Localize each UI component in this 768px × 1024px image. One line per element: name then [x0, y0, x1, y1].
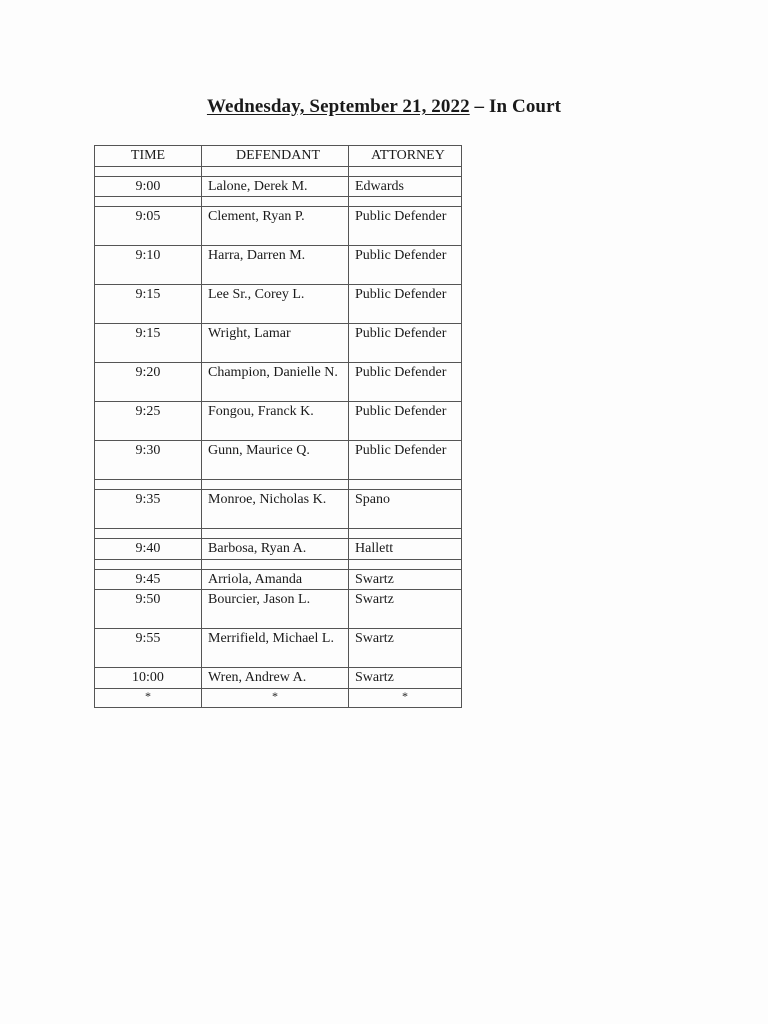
- defendant-cell: *: [202, 688, 349, 707]
- attorney-cell: Public Defender: [349, 402, 462, 441]
- table-row: [95, 590, 462, 629]
- attorney-cell: Public Defender: [349, 363, 462, 402]
- attorney-cell: Public Defender: [349, 207, 462, 246]
- table-row: [95, 441, 462, 480]
- time-cell: 9:45: [95, 569, 202, 590]
- table-row: [95, 629, 462, 668]
- page-title: [0, 96, 768, 118]
- defendant-cell: Monroe, Nicholas K.: [202, 490, 349, 529]
- table-row: [95, 246, 462, 285]
- defendant-cell: Champion, Danielle N.: [202, 363, 349, 402]
- table-spacer-row: [95, 559, 462, 569]
- empty-cell: [349, 480, 462, 490]
- empty-cell: [349, 559, 462, 569]
- defendant-cell: Barbosa, Ryan A.: [202, 539, 349, 560]
- empty-cell: [95, 197, 202, 207]
- table-row: [95, 285, 462, 324]
- attorney-cell: Spano: [349, 490, 462, 529]
- time-cell: 9:30: [95, 441, 202, 480]
- table-spacer-row: [95, 529, 462, 539]
- time-cell: 9:50: [95, 590, 202, 629]
- title-suffix: – In Court: [469, 96, 562, 117]
- table-row: [95, 668, 462, 689]
- defendant-cell: Lalone, Derek M.: [202, 176, 349, 197]
- table-row: [95, 363, 462, 402]
- table-header-row: [95, 146, 462, 167]
- header-attorney: ATTORNEY: [349, 146, 462, 167]
- attorney-cell: Swartz: [349, 629, 462, 668]
- attorney-cell: Swartz: [349, 569, 462, 590]
- table-spacer-row: [95, 480, 462, 490]
- table-row: [95, 207, 462, 246]
- attorney-cell: Swartz: [349, 668, 462, 689]
- court-schedule-table: [94, 145, 462, 708]
- time-cell: 9:00: [95, 176, 202, 197]
- empty-cell: [202, 166, 349, 176]
- attorney-cell: Public Defender: [349, 246, 462, 285]
- attorney-cell: Hallett: [349, 539, 462, 560]
- table-row: [95, 569, 462, 590]
- empty-cell: [95, 559, 202, 569]
- table-spacer-row: [95, 197, 462, 207]
- defendant-cell: Clement, Ryan P.: [202, 207, 349, 246]
- time-cell: 10:00: [95, 668, 202, 689]
- defendant-cell: Lee Sr., Corey L.: [202, 285, 349, 324]
- table-row: [95, 490, 462, 529]
- defendant-cell: Wren, Andrew A.: [202, 668, 349, 689]
- defendant-cell: Harra, Darren M.: [202, 246, 349, 285]
- table-row: [95, 176, 462, 197]
- empty-cell: [349, 529, 462, 539]
- table-body: [95, 166, 462, 707]
- empty-cell: [95, 480, 202, 490]
- table-row: [95, 402, 462, 441]
- time-cell: 9:25: [95, 402, 202, 441]
- time-cell: 9:15: [95, 324, 202, 363]
- header-time: TIME: [95, 146, 202, 167]
- table-row: [95, 539, 462, 560]
- attorney-cell: Edwards: [349, 176, 462, 197]
- attorney-cell: Public Defender: [349, 441, 462, 480]
- table-spacer-row: [95, 166, 462, 176]
- defendant-cell: Wright, Lamar: [202, 324, 349, 363]
- empty-cell: [349, 166, 462, 176]
- attorney-cell: *: [349, 688, 462, 707]
- empty-cell: [202, 197, 349, 207]
- defendant-cell: Fongou, Franck K.: [202, 402, 349, 441]
- empty-cell: [202, 559, 349, 569]
- empty-cell: [349, 197, 462, 207]
- time-cell: 9:10: [95, 246, 202, 285]
- time-cell: 9:40: [95, 539, 202, 560]
- defendant-cell: Bourcier, Jason L.: [202, 590, 349, 629]
- time-cell: 9:15: [95, 285, 202, 324]
- empty-cell: [202, 480, 349, 490]
- header-defendant: DEFENDANT: [202, 146, 349, 167]
- time-cell: 9:55: [95, 629, 202, 668]
- empty-cell: [95, 529, 202, 539]
- title-date: Wednesday, September 21, 2022: [206, 96, 470, 117]
- defendant-cell: Merrifield, Michael L.: [202, 629, 349, 668]
- time-cell: *: [95, 688, 202, 707]
- empty-cell: [202, 529, 349, 539]
- table-row: [95, 324, 462, 363]
- time-cell: 9:20: [95, 363, 202, 402]
- attorney-cell: Swartz: [349, 590, 462, 629]
- attorney-cell: Public Defender: [349, 285, 462, 324]
- table-row: [95, 688, 462, 707]
- defendant-cell: Arriola, Amanda: [202, 569, 349, 590]
- empty-cell: [95, 166, 202, 176]
- time-cell: 9:35: [95, 490, 202, 529]
- defendant-cell: Gunn, Maurice Q.: [202, 441, 349, 480]
- attorney-cell: Public Defender: [349, 324, 462, 363]
- time-cell: 9:05: [95, 207, 202, 246]
